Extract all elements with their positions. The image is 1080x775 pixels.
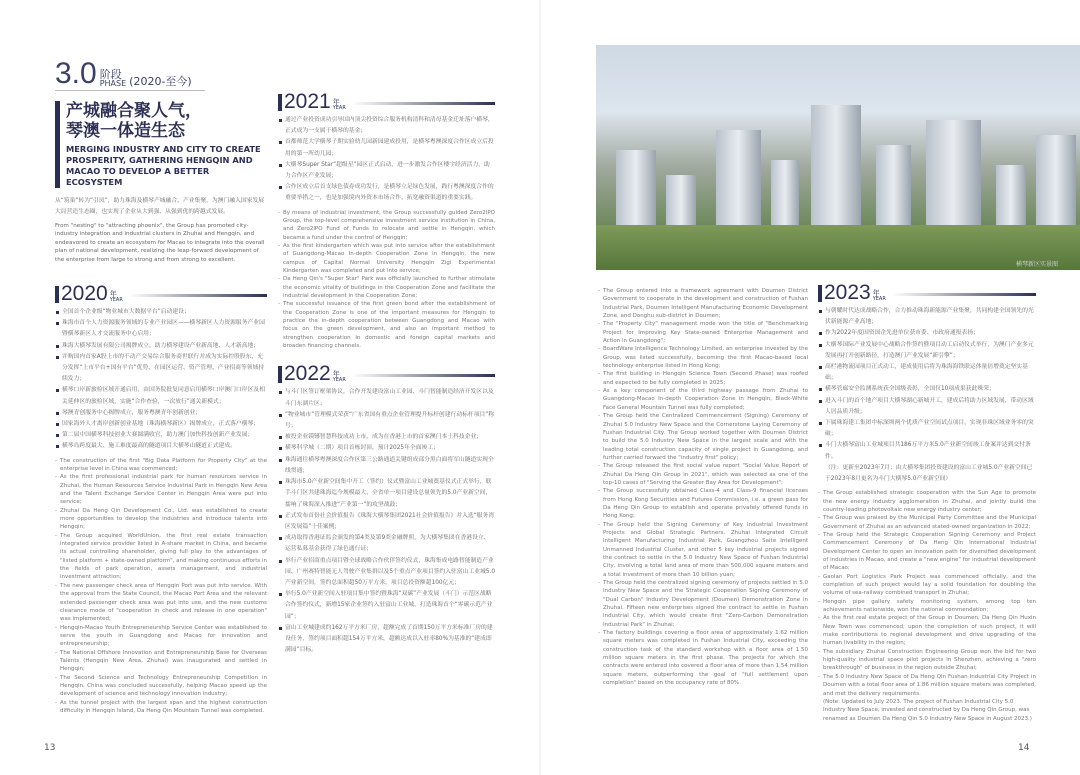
en-list	[598, 287, 808, 688]
section-title	[55, 101, 267, 188]
page-number: 13	[44, 743, 56, 753]
list-item: 国家海外人才离岸创新创业基地（珠海横琴新区）揭牌成立，正式落户横琴；	[55, 419, 267, 430]
right-page	[541, 0, 1080, 775]
list-item: - The Group held the centralized signing ceremony of projects settled in 5.0 Industry New Space and the Strategic Cooperation Signing Ceremony of "Dual Carbon" Industry Development (Doumen) Demonstration Zone in Zhuhai. Fifteen new enterprises signed the contract to settle in Fushan Industrial City, which would create first "Zero-Carbon Demonstration Industrial Park" in Zhuhai;	[598, 579, 808, 629]
list-item: - The "Property City" management mode won the title of "Benchmarking Project for Improving Key State-owned Enterprise Management and Action in Guangdong";	[598, 320, 808, 345]
list-item: - Zhuhai Da Heng Qin Development Co., Ltd. was established to create more opportunities to develop the industries and introduce talents into Hengqin;	[55, 507, 267, 532]
en-list	[818, 489, 1036, 698]
list-item: 富山工业城建成约162万平方米厂房，超额完成了首期150万平方米标准厂房的建设任务，签约项目面积超154万平方米，超额达成以入驻率80%为基准的“建成即满园”目标。	[278, 623, 495, 657]
year-heading: 2021	[284, 90, 331, 113]
left-column-2022-en	[598, 283, 808, 688]
cn-note: （注：更新至2023年7月；由大横琴集团投资建设的富山工业城5.0产业新空间已于2023年8月更名为斗门大横琴5.0产业新空间）	[825, 464, 1033, 483]
photo-caption: 横琴新区实景图	[1015, 261, 1058, 268]
page-number: 14	[1018, 743, 1030, 753]
list-item: - The Second Science and Technology Entrepreneurship Competition in Hengqin, China was concluded successfully, helping Macao speed up the development of science and technology innovation industry;	[55, 674, 267, 699]
list-item: - Hengqin pipe gallery safety monitoring system, among top ten achievements nationwide, won the national commendation;	[818, 598, 1036, 615]
phase-label: 阶段 PHASE	[99, 68, 127, 88]
en-note: (Note: Updated to July 2023. The project of Fushan Industrial City 5.0 Industry New Space, invested and constructed by Da Heng Qin Group, was renamed as Doumen Da Heng Qin 5.0 Industry New Space in August 2023.)	[823, 698, 1032, 722]
list-item: - The 5.0 Industry New Space of Da Heng Qin Fushan Industrial City Project in Doumen with a total floor area of 1.86 million square meters was completed, and met the delivery requirements.	[818, 673, 1036, 698]
list-item: - The Group released the first social value report "Social Value Report of Zhuhai Da Heng Qin Group in 2021", which was selected as one of the top-10 cases of "Serving the Greater Bay Area for Development";	[598, 462, 808, 487]
year-2020-section: 2020 年 YEAR 全国首个企业级“物业城市大数据平台”启动建设； 珠海市首个人力资源服务领域的专业产业园区——横琴新区人力资源服务产业园暨横琴新区人才交流服务中心启用； 珠海大横琴发展有限公司揭牌成立，助力横琴建设产业新高地、人才新高地； 并购国内首家A股上市的不动产交易综合服务商世联行并成为实际控股股东，充分发挥“上市平台+国有平台”优势，在园区运营、资产管理、产业招商等领域持续发力； 横琴口岸新旅检区域开通启用，由国务院批复同意启用横琴口岸澳门口岸区及相关延伸区的旅检区域，实施“合作查验，一次放行”通关新模式； 琴澳青创服务中心揭牌成立，服务粤澳青年创新创业； 国家海外人才离岸创新创业基地（珠海横琴新区）揭牌成立，正式落户横琴； 第二届中国横琴科技创业大赛圆满收官，助力澳门加快科技创新产业发展； 横琴岛跨度最大、施工难度最高的隧道项目大横琴山隧道正式建成。 - The construction of the first "Big Data Platform for Property City" at the enterprise level in China was commenced; - As the first professional industrial park for human resources service in Zhuhai, the Human Resources Service Industrial Park in Hengqin New Area and the Talent Exchange Service Center in Hengqin Area were put into service; - Zhuhai Da Heng Qin Development Co., Ltd. was established to create more opportunities to develop the industries and introduce talents into Hengqin; - The Group acquired WorldUnion, the first real estate transaction integrated service provider listed in A-share market in China, and became its actual controlling shareholder, giving full play to the advantages of "listed platform + state-owned platform", and making continuous efforts in the fields of park operation, assets management, and industrial investment attraction; - The new passenger check area of Hengqin Port was put into service. With the approval from the State Council, the Macao Port Area and the relevant extended passenger check area was put into use, and the new customs clearance mode of "cooperation in check and release in one operation" was implemented; - Hengqin-Macao Youth Entrepreneurship Service Center was established to serve the youth in Guangdong and Macao for innovation and entrepreneurship; - The National Offshore Innovation and Entrepreneurship Base for Overseas Talents (Hengqin New Area, Zhuhai) was inaugurated and settled in Hengqin; - The Second Science and Technology Entrepreneurship Competition in Hengqin, China was concluded successfully, helping Macao speed up the development of science and technology innovation industry; - As the tunnel project with the largest span and the highest construction difficulty in Hengqin Island, Da Heng Qin Mountain Tunnel was completed.	[55, 284, 267, 715]
list-item: 琴澳青创服务中心揭牌成立，服务粤澳青年创新创业；	[55, 408, 267, 419]
intro-cn: 从“筑巢”转为“引凤”，助力珠海及横琴产城融合、产业集聚，为澳门融入国家发展大局营造生态圈，也实现了企业从大到强、从强到优的跨越式发展。	[55, 198, 265, 215]
list-item: - The Group held the Strategic Cooperation Signing Ceremony and Project Commencement Ceremony of Da Heng Qin International Industrial Development Center to open an innovation path for diversified development of industries in Macao, and create a "new engine" for industrial development of Macao;	[818, 531, 1036, 573]
cn-list	[55, 307, 267, 453]
list-item: - The Group held the Centralized Commencement (Signing) Ceremony of Zhuhai 5.0 Industry New Space and the Cornerstone Laying Ceremony of Fushan Industrial City. The Group worked together with Doumen District to build the 5.0 Industry New Space in the largest scale and with the leading total construction capacity of single project in Guangdong, and further carried forward the "industry first" policy;	[598, 412, 808, 462]
list-item: - The construction of the first "Big Data Platform for Property City" at the enterprise level in China was commenced;	[55, 457, 267, 474]
list-item: - As the first professional industrial park for human resources service in Zhuhai, the Human Resources Service Industrial Park in Hengqin New Area and the Talent Exchange Service Center in Hengqin Area were put into service;	[55, 473, 267, 506]
list-item: 举行产业招商重点项目暨全球战略合作伙伴签约仪式，珠海集成电路智能制造产业园、广州赛特智能无人驾驶产业集群以及5个重点产业项目签约入驻富山工业城5.0产业新空间，签约总面积超50万平方米，项目总投资额超100亿元；	[278, 556, 495, 590]
phase-number: 3.0	[55, 57, 97, 90]
list-item: 并购国内首家A股上市的不动产交易综合服务商世联行并成为实际控股股东，充分发挥“上市平台+国有平台”优势，在园区运营、资产管理、产业招商等领域持续发力；	[55, 352, 267, 386]
year-heading: 2023	[824, 281, 871, 304]
list-item: - The Group entered into a framework agreement with Doumen District Government to cooperate in the development and construction of Fushan Industrial Park, Doumen Intelligent Manufacturing Economic Development Zone, and Donghu sub-district in Doumen;	[598, 287, 808, 320]
list-item: 下属珠海建工集团中标深圳两个优质产业空间试点项目，实现非珠区域业务零的突破；	[818, 418, 1036, 440]
list-item: 横琴科学城（二期）项目首栋封顶，预计2025年全面竣工；	[278, 443, 495, 454]
list-item: - As a key component of the third highway passage from Zhuhai to Guangdong-Macao In-depth Cooperation Zone in Hengqin, Black-White Face General Mountain Tunnel was fully completed;	[598, 387, 808, 412]
list-item: - As the first kindergarten which was put into service after the establishment of Guangdong-Macao In-depth Cooperation Zone in Hengqin, the new campus of Capital Normal University Hengqin Zigi Experimental Kindergarten was completed and put into service;	[278, 242, 495, 275]
list-item: 通过产业投资成功引导国内顶尖投资综合服务机构清科和清母基金迁址落户横琴，正式成为一支属于横琴的基金；	[278, 115, 495, 137]
title-en: MERGING INDUSTRY AND CITY TO CREATE PROSPERITY, GATHERING HENGQIN AND MACAO TO DEVELOP A BETTER ECOSYSTEM	[66, 144, 261, 187]
title-cn-line1: 产城融合聚人气，	[66, 101, 202, 121]
list-item: 与斗门区签订框架协议，合作开发建设富山工业园、斗门智能制造经济开发区以及斗门东湖片区；	[278, 387, 495, 409]
cn-list	[818, 306, 1036, 463]
list-item: 作为2022年度国资国企先进单位获市委、市政府通报表扬；	[818, 328, 1036, 339]
list-item: 珠海通往横琴粤澳深度合作区第三公路通道关键组成部分黑白面将军山隧道实现全线贯通；	[278, 455, 495, 477]
list-item: - The National Offshore Innovation and Entrepreneurship Base for Overseas Talents (Hengqin New Area, Zhuhai) was inaugurated and settled in Hengqin;	[55, 649, 267, 674]
list-item: 斗门大横琴富山工业城项目共186万平方米5.0产业新空间竣工备案并达到交付条件。	[818, 440, 1036, 462]
list-item: - Hengqin-Macao Youth Entrepreneurship Service Center was established to serve the youth in Guangdong and Macao for innovation and entrepreneurship;	[55, 624, 267, 649]
list-item: 横琴管廊安全监测系统获全国级表彰，全国仅10项成果获此殊荣；	[818, 384, 1036, 395]
list-item: 珠海市5.0产业新空间集中开工（签约）仪式暨富山工业城奠基仪式正式举行，联手斗门区共建珠海迄今规模最大、全省单一项目建设总量领先的5.0产业新空间，擂响了珠海深入推进“产业第一”的攻坚战鼓；	[278, 477, 495, 511]
en-list	[55, 457, 267, 716]
list-item: 珠海市首个人力资源服务领域的专业产业园区——横琴新区人力资源服务产业园暨横琴新区人才交流服务中心启用；	[55, 318, 267, 340]
list-item: 被投企业镆铘智慧科技成功上市，成为在香港上市的首家澳门本土科技企业；	[278, 432, 495, 443]
year-2021-section: 2021 年 YEAR 通过产业投资成功引导国内顶尖投资综合服务机构清科和清母基金迁址落户横琴，正式成为一支属于横琴的基金； 首都师范大学横琴子期实验幼儿园新园建成投用，是横琴粤澳深度合作区成立后投用的第一所幼儿园； 大横琴Super Star“超级星”园区正式启动，进一步激发合作区楼宇经济活力，助力合作区产业发展； 合作区成立后首支绿色债券成功发行，是横琴立足绿色发展，践行粤澳深度合作的重要举措之一，也是加强境内外资本市场合作、拓宽融资渠道的重要实践。 - By means of industrial investment, the Group successfully guided Zero2IPO Group, the top-level comprehensive investment service institution in China, and Zero2IPO Fund of Funds to relocate and settle in Hengqin, which became a fund under the control of Hengqin; - As the first kindergarten which was put into service after the establishment of Guangdong-Macao In-depth Cooperation Zone in Hengqin, the new campus of Capital Normal University Hengqin Zigi Experimental Kindergarten was completed and put into service; - Da Heng Qin's "Super Star" Park was officially launched to further stimulate the economic vitality of buildings in the Cooperation Zone and facilitate the industrial development in the Cooperation Zone; - The successful issuance of the first green bond after the establishment of the Cooperation Zone is one of the important measures for Hengqin to practice the in-depth cooperation between Guangdong and Macao with focus on the green development, and also an important method to strengthen cooperation in domestic and foreign capital markets and broaden financing channels.	[278, 92, 495, 350]
list-item: 横琴口岸新旅检区域开通启用，由国务院批复同意启用横琴口岸澳门口岸区及相关延伸区的旅检区域，实施“合作查验，一次放行”通关新模式；	[55, 385, 267, 407]
list-item: 横琴岛跨度最大、施工难度最高的隧道项目大横琴山隧道正式建成。	[55, 441, 267, 452]
list-item: 与朝耀时代达成战略合作，合力推动珠海新能源产业集聚，共同构建全国领先的光伏新能源产业高地；	[818, 306, 1036, 328]
list-item: 第二届中国横琴科技创业大赛圆满收官，助力澳门加快科技创新产业发展；	[55, 430, 267, 441]
list-item: “物业城市”管理模式荣获“广东省国有重点企业管理提升标杆创建行动标杆项目”称号；	[278, 410, 495, 432]
year-heading: 2022	[284, 362, 331, 386]
cn-list	[278, 115, 495, 205]
list-item: - The new passenger check area of Hengqin Port was put into service. With the approval from the State Council, the Macao Port Area and the relevant extended passenger check area was put into use, and the new customs clearance mode of "cooperation in check and release in one operation" was implemented;	[55, 582, 267, 624]
list-item: - The subsidiary Zhuhai Construction Engineering Group won the bid for two high-quality industrial space pilot projects in Shenzhen, achieving a "zero breakthrough" of business in the region outside Zhuhai;	[818, 648, 1036, 673]
cn-list	[278, 387, 495, 656]
list-item: 首都师范大学横琴子期实验幼儿园新园建成投用，是横琴粤澳深度合作区成立后投用的第一所幼儿园；	[278, 137, 495, 159]
list-item: - BoardWare Intelligence Technology Limited, an enterprise invested by the Group, was listed successfully, becoming the first Macao-based local technology enterprise listed in Hong Kong;	[598, 345, 808, 370]
list-item: 合作区成立后首支绿色债券成功发行，是横琴立足绿色发展，践行粤澳深度合作的重要举措之一，也是加强境内外资本市场合作、拓宽融资渠道的重要实践。	[278, 182, 495, 204]
list-item: - By means of industrial investment, the Group successfully guided Zero2IPO Group, the top-level comprehensive investment service institution in China, and Zero2IPO Fund of Funds to relocate and settle in Hengqin, which became a fund under the control of Hengqin;	[278, 209, 495, 242]
list-item: - As the first real estate project of the Group in Doumen, Da Heng Qin Huxin New Town was commenced; upon the completion of such project, it will make contributions to regional development and drive upgrading of the human livability in the region;	[818, 614, 1036, 647]
year-2023-section: 2023 年 YEAR 与朝耀时代达成战略合作，合力推动珠海新能源产业集聚，共同构建全国领先的光伏新能源产业高地； 作为2022年度国资国企先进单位获市委、市政府通报表扬； 大横琴国际产业发展中心战略合作签约暨项目动工启动仪式举行，为澳门产业多元发展再打开创新路径，打造澳门产业发展“新引擎”； 高栏港物流园项目正式动工，建成使用后将为珠海海铁联运体量倍增奠定坚实基础； 横琴管廊安全监测系统获全国级表彰，全国仅10项成果获此殊荣； 进入斗门的首个地产项目大横琴湖心新城开工，建成后将助力区域发展，带动区域人居品质升级； 下属珠海建工集团中标深圳两个优质产业空间试点项目，实现非珠区域业务零的突破； 斗门大横琴富山工业城项目共186万平方米5.0产业新空间竣工备案并达到交付条件。 （注：更新至2023年7月；由大横琴集团投资建设的富山工业城5.0产业新空间已于2023年8月更名为斗门大横琴5.0产业新空间） - The Group established strategic cooperation with the Sun Age to promote the new energy industry agglomeration in Zhuhai, and jointly build the country-leading photovoltaic new energy industry center; - The Group was praised by the Municipal Party Committee and the Municipal Government of Zhuhai as an advanced stated-owned organization in 2022; - The Group held the Strategic Cooperation Signing Ceremony and Project Commencement Ceremony of Da Heng Qin International Industrial Development Center to open an innovation path for diversified development of industries in Macao, and create a "new engine" for industrial development of Macao; - Gaolan Port Logistics Park Project was commenced officially, and the completion of such project would lay a solid foundation for doubling the volume of sea-railway combined transport in Zhuhai; - Hengqin pipe gallery safety monitoring system, among top ten achievements nationwide, won the national commendation; - As the first real estate project of the Group in Doumen, Da Heng Qin Huxin New Town was commenced; upon the completion of such project, it will make contributions to regional development and drive upgrading of the human livability in the region; - The subsidiary Zhuhai Construction Engineering Group won the bid for two high-quality industrial space pilot projects in Shenzhen, achieving a "zero breakthrough" of business in the region outside Zhuhai; - The 5.0 Industry New Space of Da Heng Qin Fushan Industrial City Project in Doumen with a total floor area of 1.86 million square meters was completed, and met the delivery requirements. (Note: Updated to July 2023. The project of Fushan Industrial City 5.0 Industry New Space, invested and constructed by Da Heng Qin Group, was renamed as Doumen Da Heng Qin 5.0 Industry New Space in August 2023.)	[818, 283, 1036, 723]
list-item: - The Group established strategic cooperation with the Sun Age to promote the new energy industry agglomeration in Zhuhai, and jointly build the country-leading photovoltaic new energy industry center;	[818, 489, 1036, 514]
list-item: - Gaolan Port Logistics Park Project was commenced officially, and the completion of such project would lay a solid foundation for doubling the volume of sea-railway combined transport in Zhuhai;	[818, 573, 1036, 598]
list-item: - The Group acquired WorldUnion, the first real estate transaction integrated service provider listed in A-share market in China, and became its actual controlling shareholder, giving full play to the advantages of "listed platform + state-owned platform", and making continuous efforts in the fields of park operation, assets management, and industrial investment attraction;	[55, 532, 267, 582]
intro-en: From "nesting" to "attracting phoenix", the Group has promoted city-industry integration and industrial clusters in Zhuhai and Hengqin, and endeavored to create an ecosystem for Macao to integrate into the overall plan of national development, realizing the leap-forward development of the enterprise from large to strong and from strong to excellent.	[55, 223, 265, 263]
list-item: - The first building in Hengqin Science Town (Second Phase) was roofed and expected to be fully completed in 2025;	[598, 370, 808, 387]
list-item: 正式发布首份社会价值报告《珠海大横琴集团2021社会价值报告》并入选“服务湾区发展篇”十佳案例；	[278, 511, 495, 533]
list-item: - The factory buildings covering a floor area of approximately 1.62 million square meters was completed in Fushan Industrial City, exceeding the construction task of the standard workshop with a floor area of 1.50 million square meters in the first phase. The projects for which the contracts were entered into covered a floor area of more than 1.54 million square meters, outperforming the goal of "full settlement upon completion" based on the occupancy rate of 80%.	[598, 629, 808, 687]
list-item: 全国首个企业级“物业城市大数据平台”启动建设；	[55, 307, 267, 318]
year-heading: 2020	[61, 282, 108, 306]
list-item: 成功取得香港证监会颁发的第4类及第9类金融牌照，为大横琴集团在香港设立、运营私募基金获得了绿色通行证；	[278, 533, 495, 555]
list-item: - The Group successfully obtained Class-4 and Class-9 financial licenses from Hong Kong Securities and Futures Commission, i.e. a green pass for Da Heng Qin Group to establish and operate privately offered funds in Hong Kong;	[598, 487, 808, 520]
list-item: 珠海大横琴发展有限公司揭牌成立，助力横琴建设产业新高地、人才新高地；	[55, 341, 267, 352]
middle-column	[278, 92, 495, 656]
list-item: 大横琴Super Star“超级星”园区正式启动，进一步激发合作区楼宇经济活力，助力合作区产业发展；	[278, 160, 495, 182]
list-item: - As the tunnel project with the largest span and the highest construction difficulty in Hengqin Island, Da Heng Qin Mountain Tunnel was completed.	[55, 699, 267, 716]
list-item: 举行5.0产业新空间入驻项目集中签约暨珠海“双碳”产业发展（斗门）示范区战略合作签约仪式，新增15家企业签约入驻富山工业城，打造珠海首个“零碳示范产业园”；	[278, 589, 495, 623]
list-item: - Da Heng Qin's "Super Star" Park was officially launched to further stimulate the economic vitality of buildings in the Cooperation Zone and facilitate the industrial development in the Cooperation Zone;	[278, 275, 495, 300]
city-photo	[596, 45, 1080, 270]
list-item: - The Group held the Signing Ceremony of Key Industrial Investment Projects and Global Strategic Partners. Zhuhai Integrated Circuit Intelligent Manufacturing Industrial Park, Guangzhou Saite Intelligent Unmanned Industrial Cluster, and other 5 key industrial projects signed the contract to settle in the 5.0 Industry New Space of Fushan Industrial City, involving a total land area of more than 500,000 square meters and a total investment of more than 10 billion yuan;	[598, 521, 808, 579]
list-item: - The Group was praised by the Municipal Party Committee and the Municipal Government of Zhuhai as an advanced stated-owned organization in 2022;	[818, 514, 1036, 531]
list-item: 高栏港物流园项目正式动工，建成使用后将为珠海海铁联运体量倍增奠定坚实基础；	[818, 362, 1036, 384]
title-cn-line2: 琴澳一体造生态	[66, 121, 185, 141]
year-2022-section: 2022 年 YEAR 与斗门区签订框架协议，合作开发建设富山工业园、斗门智能制造经济开发区以及斗门东湖片区； “物业城市”管理模式荣获“广东省国有重点企业管理提升标杆创建行动标杆项目”称号； 被投企业镆铘智慧科技成功上市，成为在香港上市的首家澳门本土科技企业； 横琴科学城（二期）项目首栋封顶，预计2025年全面竣工； 珠海通往横琴粤澳深度合作区第三公路通道关键组成部分黑白面将军山隧道实现全线贯通； 珠海市5.0产业新空间集中开工（签约）仪式暨富山工业城奠基仪式正式举行，联手斗门区共建珠海迄今规模最大、全省单一项目建设总量领先的5.0产业新空间，擂响了珠海深入推进“产业第一”的攻坚战鼓； 正式发布首份社会价值报告《珠海大横琴集团2021社会价值报告》并入选“服务湾区发展篇”十佳案例； 成功取得香港证监会颁发的第4类及第9类金融牌照，为大横琴集团在香港设立、运营私募基金获得了绿色通行证； 举行产业招商重点项目暨全球战略合作伙伴签约仪式，珠海集成电路智能制造产业园、广州赛特智能无人驾驶产业集群以及5个重点产业项目签约入驻富山工业城5.0产业新空间，签约总面积超50万平方米，项目总投资额超100亿元； 举行5.0产业新空间入驻项目集中签约暨珠海“双碳”产业发展（斗门）示范区战略合作签约仪式，新增15家企业签约入驻富山工业城，打造珠海首个“零碳示范产业园”； 富山工业城建成约162万平方米厂房，超额完成了首期150万平方米标准厂房的建设任务，签约项目面积超154万平方米，超额达成以入驻率80%为基准的“建成即满园”目标。	[278, 364, 495, 656]
phase-range: (2020-至今)	[129, 75, 192, 88]
phase-heading	[55, 57, 205, 91]
list-item: 进入斗门的首个地产项目大横琴湖心新城开工，建成后将助力区域发展，带动区域人居品质升级；	[818, 396, 1036, 418]
list-item: - The successful issuance of the first green bond after the establishment of the Cooperation Zone is one of the important measures for Hengqin to practice the in-depth cooperation between Guangdong and Macao with focus on the green development, and also an important method to strengthen cooperation in domestic and foreign capital markets and broaden financing channels.	[278, 300, 495, 350]
en-list	[278, 209, 495, 351]
list-item: 大横琴国际产业发展中心战略合作签约暨项目动工启动仪式举行，为澳门产业多元发展再打开创新路径，打造澳门产业发展“新引擎”；	[818, 340, 1036, 362]
intro-column	[55, 57, 267, 715]
left-page	[0, 0, 539, 775]
